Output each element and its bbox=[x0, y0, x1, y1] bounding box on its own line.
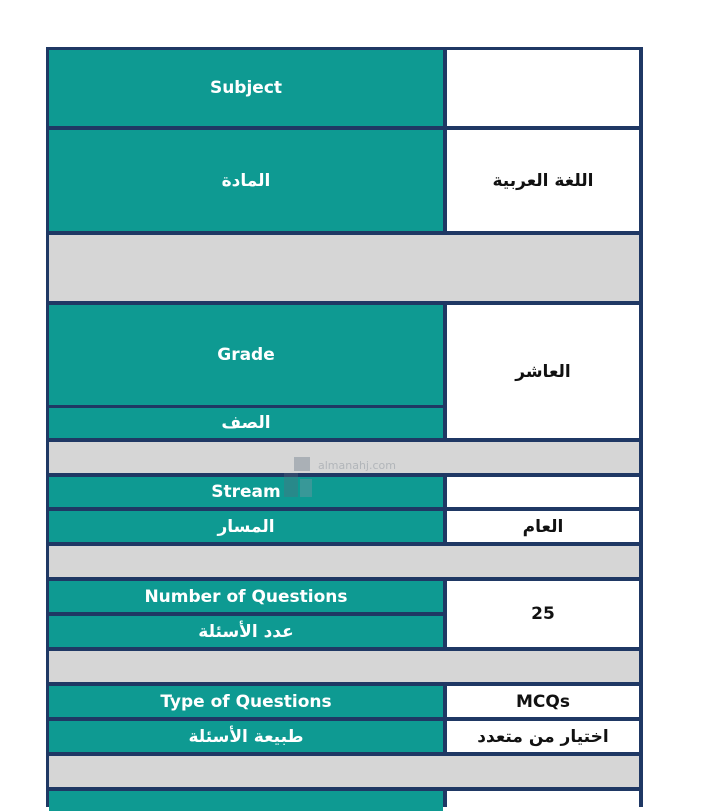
spacer-row bbox=[49, 235, 639, 301]
type-label: Type of Questions bbox=[49, 686, 443, 717]
stream-value-ar: العام bbox=[447, 511, 639, 542]
grade-label-ar: الصف bbox=[49, 408, 443, 438]
subject-value bbox=[447, 50, 639, 126]
subject-value-ar: اللغة العربية bbox=[447, 130, 639, 231]
spacer-row bbox=[49, 651, 639, 682]
subject-label-ar: المادة bbox=[49, 130, 443, 231]
next-row-label bbox=[49, 791, 443, 811]
type-value: MCQs bbox=[447, 686, 639, 717]
grade-label: Grade bbox=[49, 305, 443, 405]
spacer-row bbox=[49, 442, 639, 473]
next-row-value bbox=[447, 791, 639, 811]
grade-value: العاشر bbox=[447, 305, 639, 438]
info-table bbox=[46, 47, 643, 807]
questions-label-ar: عدد الأسئلة bbox=[49, 616, 443, 647]
spacer-row bbox=[49, 546, 639, 577]
questions-value: 25 bbox=[447, 581, 639, 647]
watermark-text: almanahj.com bbox=[318, 459, 396, 472]
type-label-ar: طبيعة الأسئلة bbox=[49, 721, 443, 752]
subject-label: Subject bbox=[49, 50, 443, 126]
spacer-row bbox=[49, 756, 639, 787]
stream-label-ar: المسار bbox=[49, 511, 443, 542]
questions-label: Number of Questions bbox=[49, 581, 443, 612]
stream-label: Stream bbox=[49, 477, 443, 507]
type-value-ar: اختيار من متعدد bbox=[447, 721, 639, 752]
stream-value bbox=[447, 477, 639, 507]
